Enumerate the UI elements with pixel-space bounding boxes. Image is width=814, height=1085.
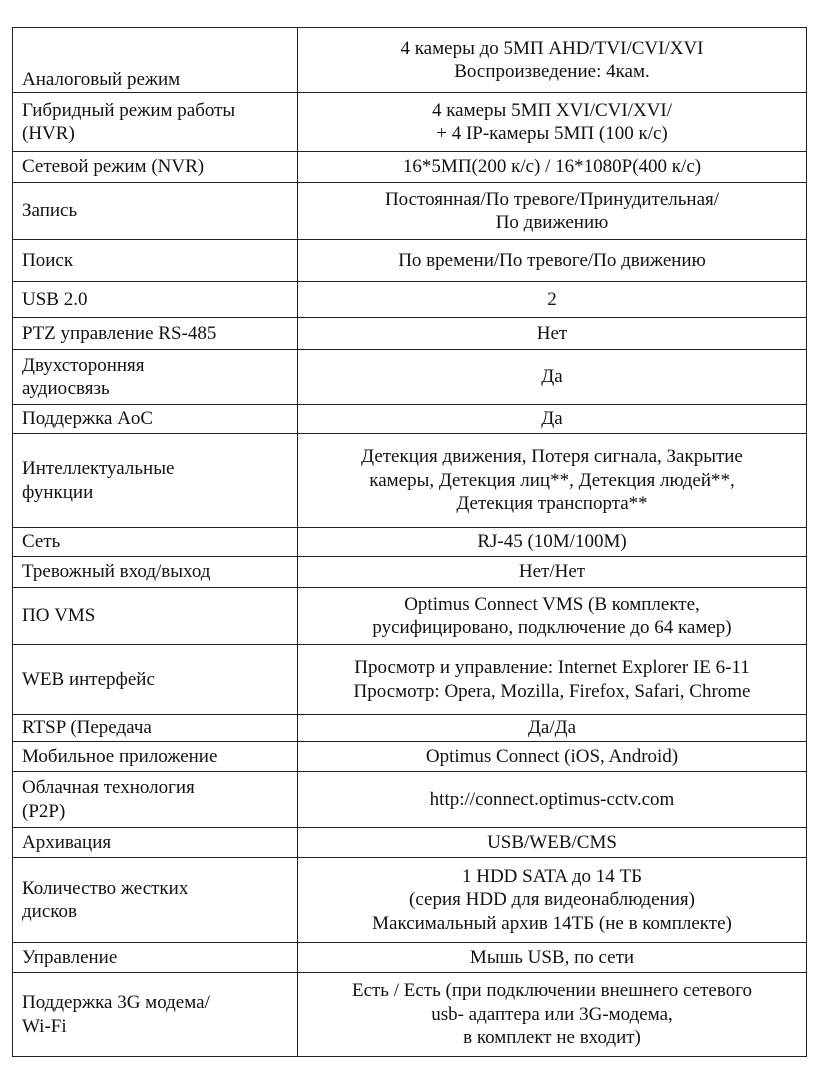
spec-value-cell bbox=[298, 715, 807, 742]
spec-value-line: Мышь USB, по сети bbox=[469, 946, 635, 968]
table-row bbox=[13, 645, 807, 715]
spec-value-cell bbox=[298, 858, 807, 943]
spec-label-line: Поиск bbox=[22, 249, 74, 271]
spec-value-line: 4 камеры до 5МП AHD/TVI/CVI/XVI bbox=[400, 37, 704, 59]
spec-label-line: дисков bbox=[22, 901, 78, 922]
spec-value-line: USB/WEB/CMS bbox=[487, 831, 617, 853]
table-row bbox=[13, 858, 807, 943]
spec-label-cell bbox=[13, 645, 298, 715]
spec-value-cell bbox=[298, 93, 807, 152]
spec-value-line: Воспроизведение: 4кам. bbox=[454, 61, 650, 82]
specifications-table-body bbox=[13, 28, 807, 1057]
spec-label-line: Гибридный режим работы bbox=[22, 99, 236, 121]
spec-value-line: 2 bbox=[547, 288, 557, 310]
spec-label-cell bbox=[13, 318, 298, 350]
spec-label-cell bbox=[13, 588, 298, 645]
spec-label-cell bbox=[13, 28, 298, 93]
spec-value-cell bbox=[298, 28, 807, 93]
spec-label-line: Двухсторонняя bbox=[22, 354, 145, 376]
spec-value-line: Постоянная/По тревоге/Принудительная/ bbox=[384, 188, 720, 210]
spec-label-line: ПО VMS bbox=[22, 605, 96, 627]
spec-label-line: Архивация bbox=[22, 831, 112, 853]
spec-label-line: Управление bbox=[22, 946, 118, 968]
spec-value-line: русифицировано, подключение до 64 камер) bbox=[372, 617, 732, 638]
spec-value-line: Есть / Есть (при подключении внешнего сетевого bbox=[351, 980, 753, 1002]
spec-label-line: Wi-Fi bbox=[22, 1015, 67, 1037]
spec-value-line: Просмотр: Opera, Mozilla, Firefox, Safari, Chrome bbox=[353, 680, 751, 702]
spec-label-line: (P2P) bbox=[22, 800, 66, 822]
spec-value-cell bbox=[298, 973, 807, 1057]
spec-label-line: USB 2.0 bbox=[22, 288, 88, 310]
spec-label-cell bbox=[13, 772, 298, 828]
spec-value-cell bbox=[298, 282, 807, 318]
spec-label-cell bbox=[13, 943, 298, 973]
spec-label-cell bbox=[13, 405, 298, 434]
spec-sheet bbox=[12, 27, 807, 1057]
table-row bbox=[13, 152, 807, 183]
spec-label-cell bbox=[13, 715, 298, 742]
spec-value-line: Да bbox=[541, 366, 563, 388]
spec-label-cell bbox=[13, 434, 298, 528]
spec-label-cell bbox=[13, 183, 298, 240]
table-row bbox=[13, 528, 807, 557]
spec-value-line: Максимальный архив 14ТБ (не в комплекте) bbox=[372, 912, 732, 934]
spec-label-line: (HVR) bbox=[22, 123, 75, 144]
spec-label-cell bbox=[13, 742, 298, 772]
spec-value-line: 4 камеры 5МП XVI/CVI/XVI/ bbox=[431, 99, 673, 121]
spec-label-line: Облачная технология bbox=[22, 777, 195, 798]
spec-value-line: (серия HDD для видеонаблюдения) bbox=[409, 889, 695, 911]
table-row bbox=[13, 282, 807, 318]
spec-value-cell bbox=[298, 434, 807, 528]
spec-value-cell bbox=[298, 557, 807, 588]
spec-value-line: Optimus Connect VMS (В комплекте, bbox=[404, 593, 700, 615]
table-row bbox=[13, 318, 807, 350]
table-row bbox=[13, 973, 807, 1057]
specifications-table bbox=[12, 27, 807, 1057]
spec-label-line: Запись bbox=[22, 200, 78, 222]
spec-value-line: По движению bbox=[495, 212, 609, 233]
spec-value-line: Нет/Нет bbox=[518, 561, 586, 583]
spec-value-cell bbox=[298, 405, 807, 434]
spec-value-cell bbox=[298, 828, 807, 858]
spec-label-line: RTSP (Передача bbox=[22, 717, 152, 739]
spec-value-cell bbox=[298, 943, 807, 973]
table-row bbox=[13, 350, 807, 405]
table-row bbox=[13, 943, 807, 973]
spec-label-line: Поддержка 3G модема/ bbox=[22, 992, 210, 1013]
spec-label-line: Мобильное приложение bbox=[22, 745, 218, 767]
spec-value-line: 1 HDD SATA до 14 ТБ bbox=[461, 865, 643, 887]
spec-label-line: Интеллектуальные bbox=[22, 458, 175, 479]
spec-value-line: Нет bbox=[536, 322, 568, 344]
table-row bbox=[13, 93, 807, 152]
spec-label-line: функции bbox=[22, 481, 94, 503]
table-row bbox=[13, 183, 807, 240]
spec-label-cell bbox=[13, 93, 298, 152]
spec-label-cell bbox=[13, 828, 298, 858]
spec-label-cell bbox=[13, 528, 298, 557]
spec-label-line: Сетевой режим (NVR) bbox=[22, 156, 205, 178]
spec-value-line: Детекция транспорта** bbox=[456, 493, 648, 515]
spec-label-line: аудиосвязь bbox=[22, 378, 110, 399]
spec-label-line: PTZ управление RS-485 bbox=[22, 322, 217, 344]
spec-value-cell bbox=[298, 588, 807, 645]
spec-value-line: + 4 IP-камеры 5МП (100 к/с) bbox=[436, 123, 668, 144]
table-row bbox=[13, 405, 807, 434]
spec-value-line: камеры, Детекция лиц**, Детекция людей**, bbox=[369, 469, 735, 491]
table-row bbox=[13, 434, 807, 528]
spec-value-cell bbox=[298, 528, 807, 557]
spec-label-line: Поддержка AoC bbox=[22, 408, 154, 430]
spec-value-cell bbox=[298, 152, 807, 183]
spec-label-line: Сеть bbox=[22, 531, 61, 553]
table-row bbox=[13, 828, 807, 858]
spec-label-cell bbox=[13, 973, 298, 1057]
spec-label-cell bbox=[13, 858, 298, 943]
table-row bbox=[13, 28, 807, 93]
spec-label-cell bbox=[13, 152, 298, 183]
spec-label-line: Аналоговый режим bbox=[22, 68, 181, 90]
spec-value-line: http://connect.optimus-cctv.com bbox=[429, 788, 675, 810]
table-row bbox=[13, 588, 807, 645]
spec-value-line: По времени/По тревоге/По движению bbox=[398, 249, 706, 271]
spec-value-line: Детекция движения, Потеря сигнала, Закрытие bbox=[361, 446, 743, 468]
spec-label-line: Тревожный вход/выход bbox=[22, 561, 211, 583]
spec-value-cell bbox=[298, 645, 807, 715]
spec-value-cell bbox=[298, 350, 807, 405]
spec-value-cell bbox=[298, 183, 807, 240]
spec-value-line: Просмотр и управление: Internet Explorer IE 6-11 bbox=[354, 657, 750, 678]
spec-label-line: WEB интерфейс bbox=[22, 668, 155, 690]
spec-value-cell bbox=[298, 772, 807, 828]
spec-value-line: в комплект не входит) bbox=[463, 1027, 641, 1049]
spec-value-cell bbox=[298, 318, 807, 350]
spec-value-cell bbox=[298, 240, 807, 282]
table-row bbox=[13, 715, 807, 742]
spec-label-cell bbox=[13, 350, 298, 405]
spec-value-line: Да/Да bbox=[527, 717, 577, 739]
spec-label-cell bbox=[13, 282, 298, 318]
spec-label-cell bbox=[13, 240, 298, 282]
spec-value-line: 16*5МП(200 к/с) / 16*1080P(400 к/с) bbox=[402, 156, 702, 178]
table-row bbox=[13, 557, 807, 588]
spec-value-line: usb- адаптера или 3G-модема, bbox=[431, 1003, 673, 1025]
spec-value-line: Optimus Connect (iOS, Android) bbox=[425, 745, 679, 767]
spec-label-cell bbox=[13, 557, 298, 588]
spec-value-cell bbox=[298, 742, 807, 772]
spec-value-line: Да bbox=[541, 408, 563, 430]
spec-label-line: Количество жестких bbox=[22, 877, 189, 899]
table-row bbox=[13, 240, 807, 282]
table-row bbox=[13, 742, 807, 772]
spec-value-line: RJ-45 (10M/100M) bbox=[477, 531, 627, 553]
table-row bbox=[13, 772, 807, 828]
